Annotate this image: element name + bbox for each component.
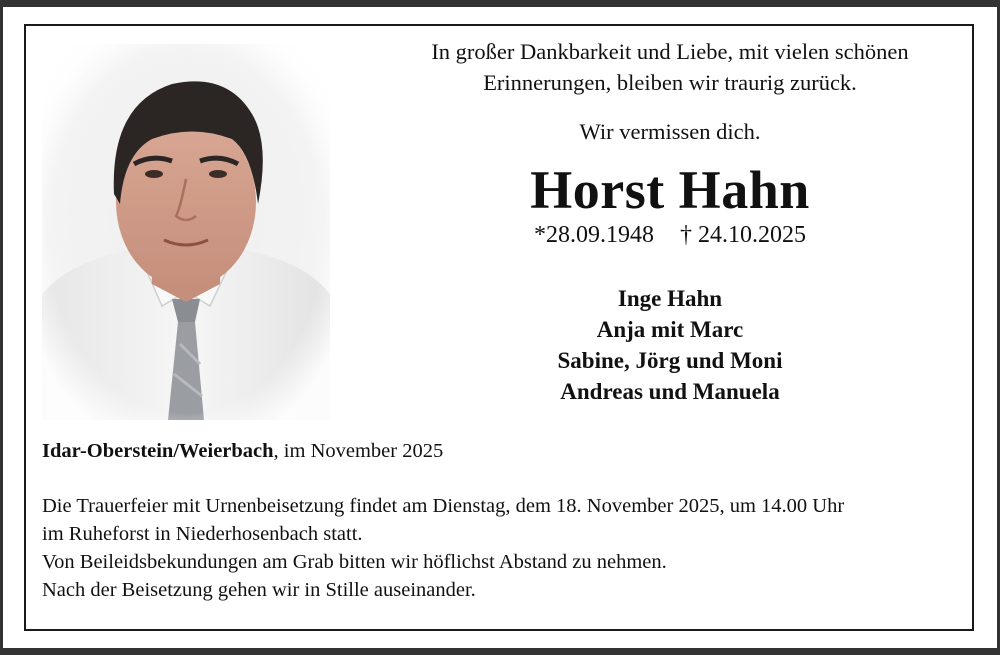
family-member: Inge Hahn bbox=[617, 286, 723, 311]
deceased-name: Horst Hahn bbox=[530, 160, 810, 220]
funeral-details bbox=[42, 492, 962, 604]
intro-line-1: In großer Dankbarkeit und Liebe, mit vielen schönen bbox=[431, 39, 909, 64]
details-line: Nach der Beisetzung gehen wir in Stille auseinander. bbox=[42, 579, 476, 601]
intro-line-2: Erinnerungen, bleiben wir traurig zurück. bbox=[483, 70, 857, 95]
intro-text bbox=[340, 36, 1000, 98]
family-member: Andreas und Manuela bbox=[560, 379, 780, 404]
family-member: Sabine, Jörg und Moni bbox=[557, 348, 783, 373]
place-date: , im November 2025 bbox=[273, 440, 444, 462]
portrait-photo bbox=[42, 44, 330, 420]
details-line: im Ruheforst in Niederhosenbach statt. bbox=[42, 523, 363, 545]
place-date-line bbox=[42, 437, 443, 465]
miss-text: Wir vermissen dich. bbox=[579, 119, 761, 144]
life-dates bbox=[340, 218, 1000, 252]
details-line: Die Trauerfeier mit Urnenbeisetzung findet am Dienstag, dem 18. November 2025, um 14.00 Uhr bbox=[42, 495, 845, 517]
family-list bbox=[340, 283, 1000, 407]
place-location: Idar-Oberstein/Weierbach bbox=[42, 440, 274, 462]
death-date: † 24.10.2025 bbox=[680, 222, 806, 248]
details-line: Von Beileidsbekundungen am Grab bitten wir höflichst Abstand zu nehmen. bbox=[42, 551, 667, 573]
birth-date: *28.09.1948 bbox=[534, 222, 654, 248]
family-member: Anja mit Marc bbox=[596, 317, 744, 342]
